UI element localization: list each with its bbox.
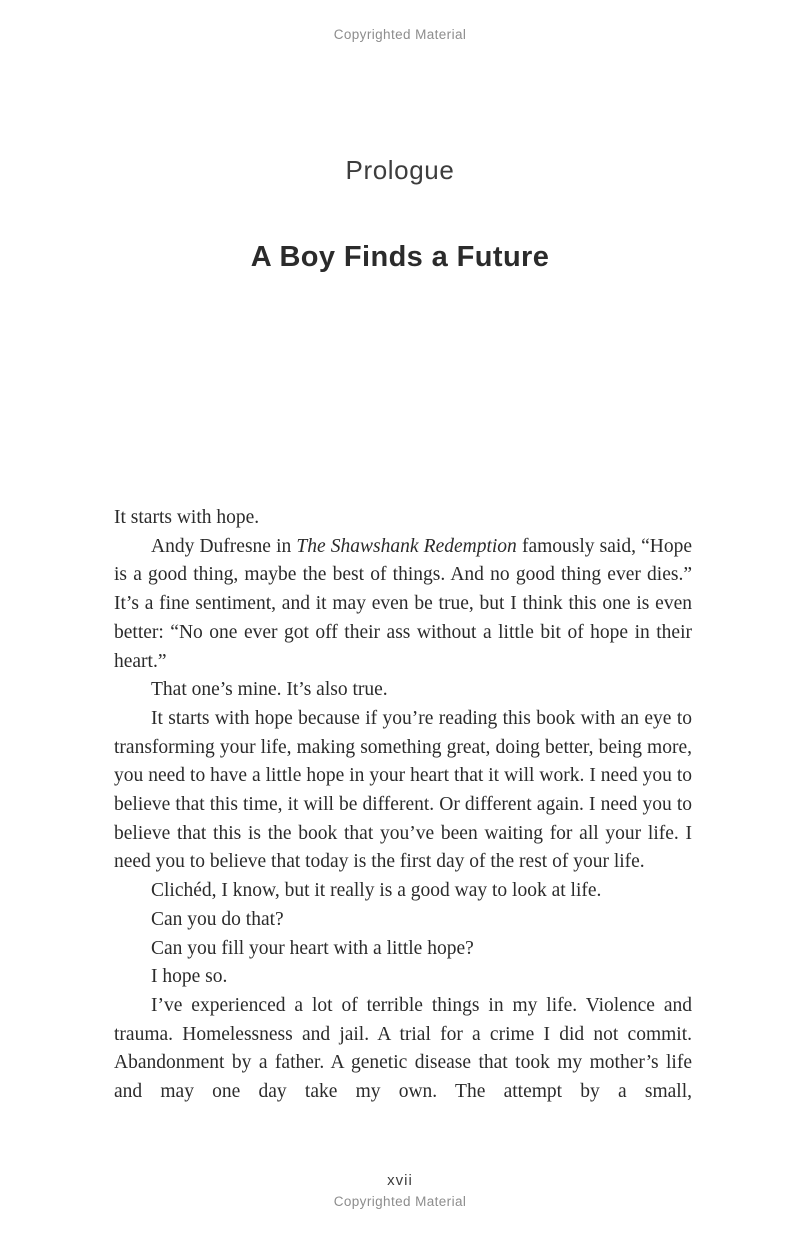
paragraph <box>114 533 692 677</box>
paragraph: That one’s mine. It’s also true. <box>151 679 388 701</box>
paragraph-text: famously said, “Hope is a good thing, maybe the best of things. And no good thing ever dies.” It’s a fine sentiment, and it may even be true, but I think this one is even better: “No one ever got off their ass without a little bit of hope in their heart.” <box>114 535 692 672</box>
copyright-notice-bottom: Copyrighted Material <box>333 1194 467 1209</box>
paragraph: Can you fill your heart with a little hope? <box>151 937 474 959</box>
paragraph: I’ve experienced a lot of terrible things in my life. Violence and trauma. Homelessness and jail. A trial for a crime I did not commit. Abandonment by a father. A genetic disease that took my mother’s life and may one day take my own. The attempt by a small, <box>114 994 692 1103</box>
paragraph: It starts with hope. <box>114 507 260 528</box>
copyright-notice-top: Copyrighted Material <box>333 27 467 42</box>
prologue-kicker: Prologue <box>345 155 455 185</box>
paragraph: Clichéd, I know, but it really is a good way to look at life. <box>151 880 602 902</box>
body-text <box>114 504 692 1107</box>
paragraph-text: Andy Dufresne in <box>151 535 297 557</box>
page-number: xvii <box>387 1172 413 1189</box>
paragraph: It starts with hope because if you’re reading this book with an eye to transforming your life, making something great, doing better, being more, you need to have a little hope in your heart that it will work. I need you to believe that this time, it will be different. Or different again. I need you to believe that this is the book that you’ve been waiting for all your life. I need you to believe that today is the first day of the rest of your life. <box>114 707 692 873</box>
chapter-title: A Boy Finds a Future <box>250 241 550 273</box>
paragraph: I hope so. <box>151 966 228 988</box>
book-title-reference: The Shawshank Redemption <box>296 535 517 557</box>
paragraph: Can you do that? <box>151 908 284 930</box>
